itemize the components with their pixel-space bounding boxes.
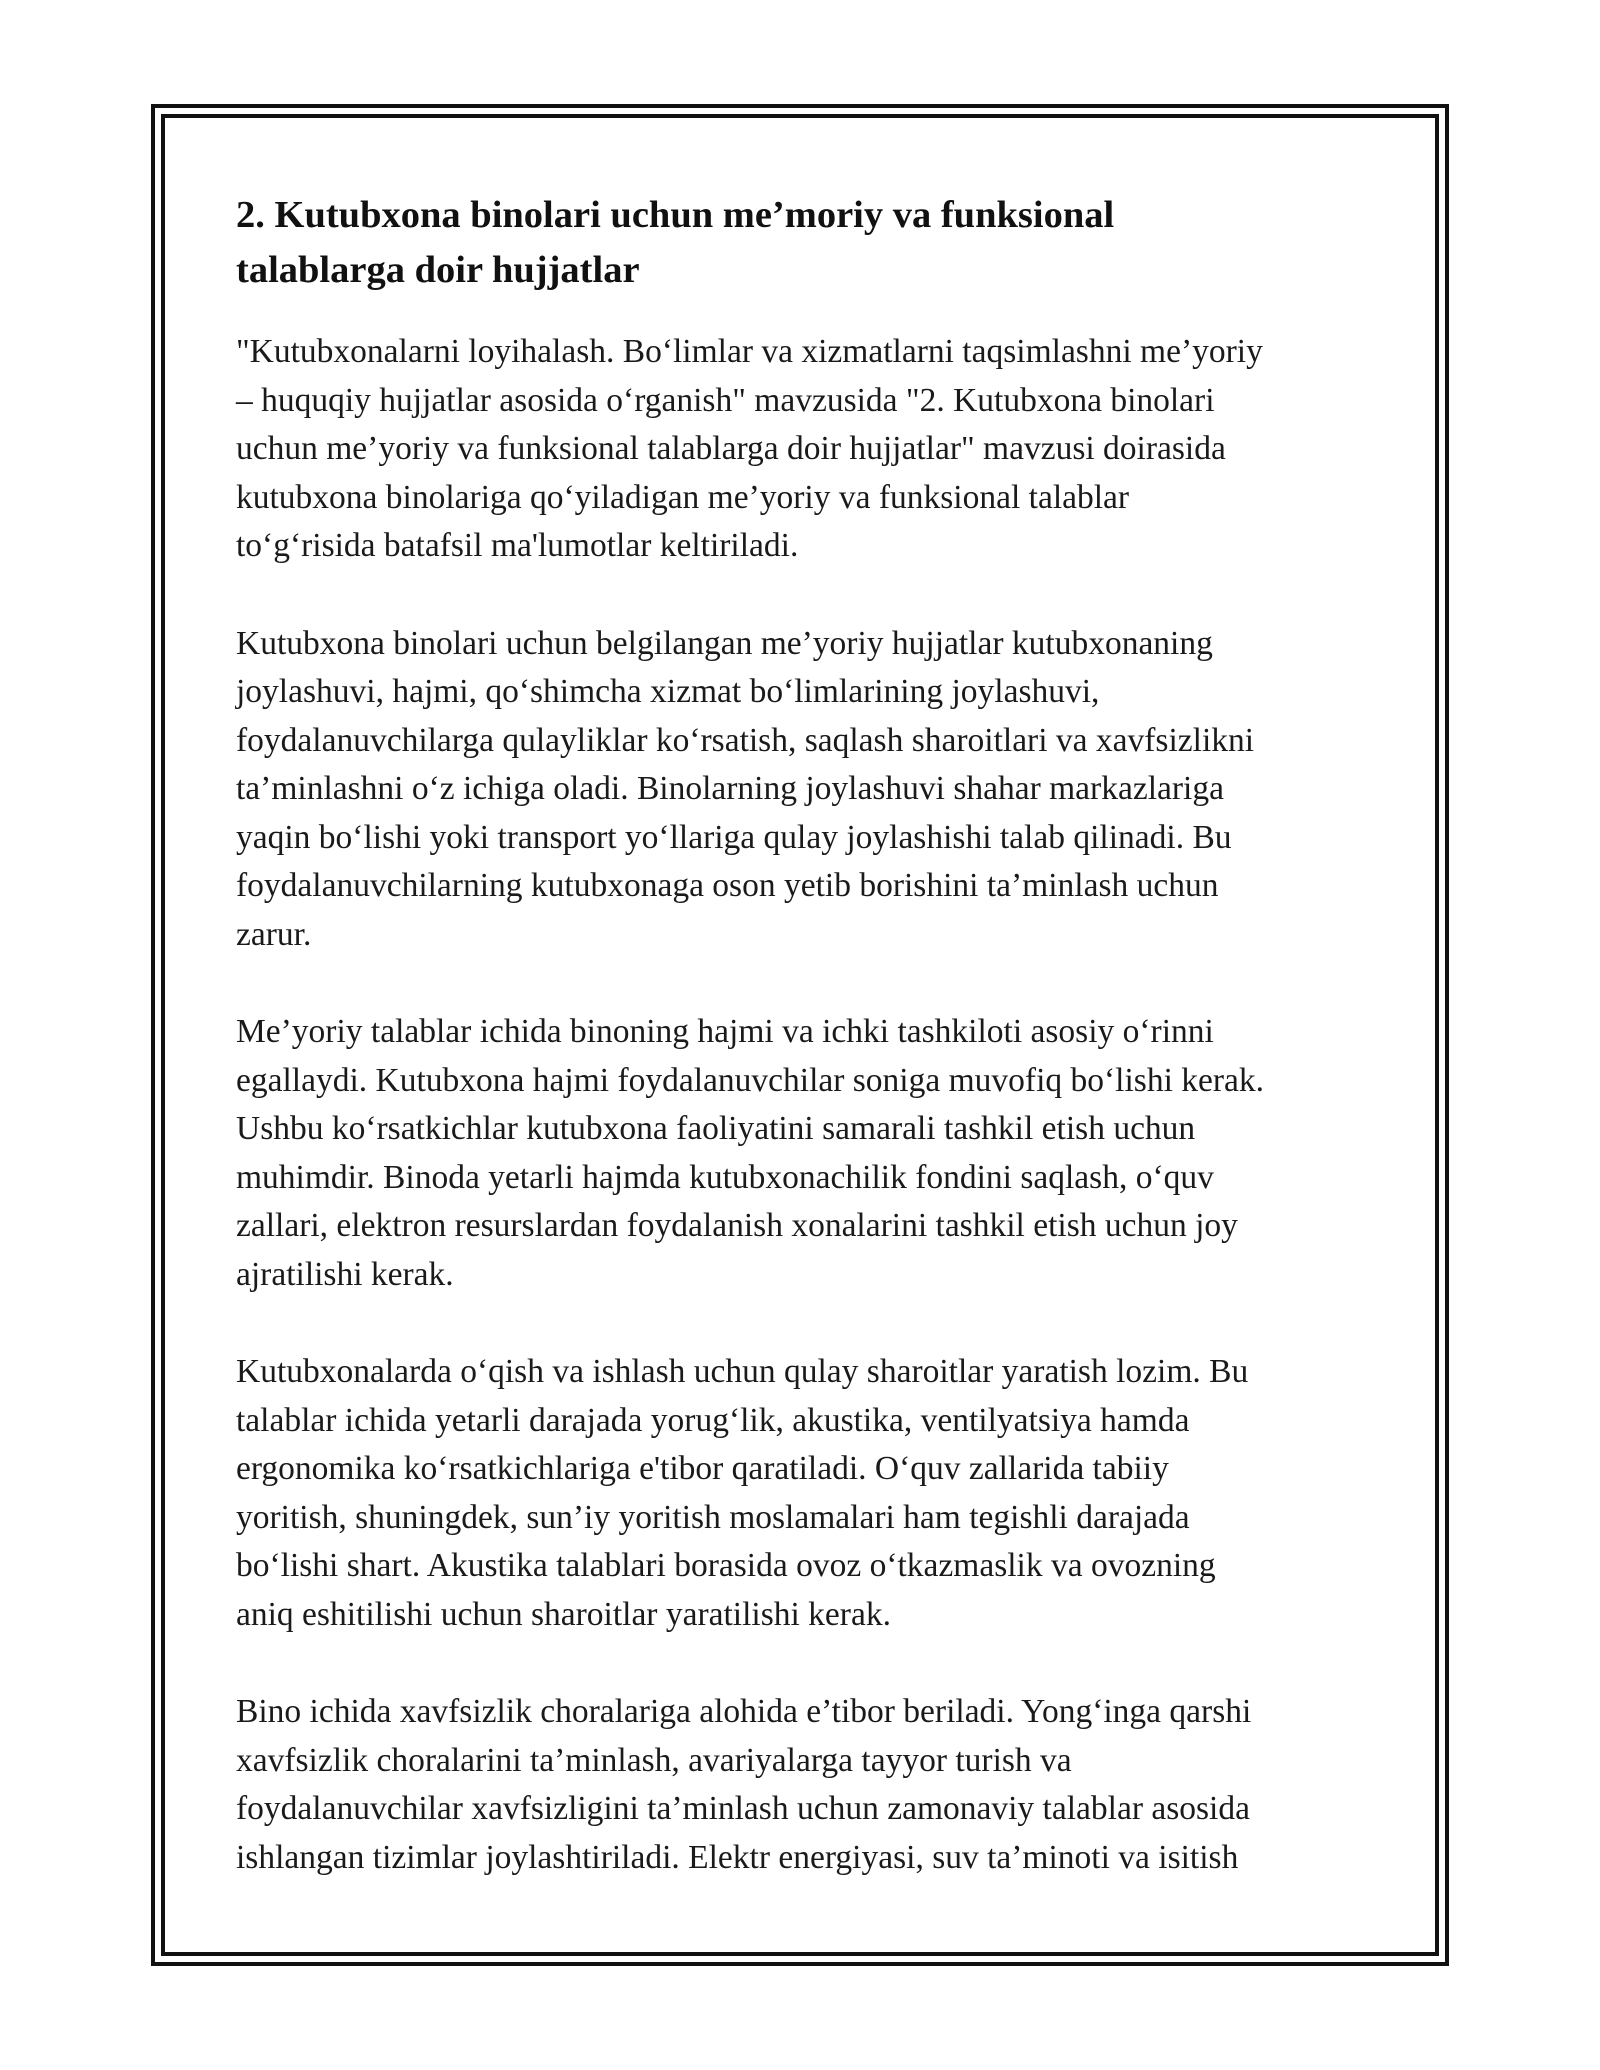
- text-line: yaqin bo‘lishi yoki transport yo‘llariga qulay joylashishi talab qilinadi. Bu: [236, 818, 1232, 856]
- text-line: egallaydi. Kutubxona hajmi foydalanuvchilar soniga muvofiq bo‘lishi kerak.: [236, 1061, 1265, 1099]
- text-line: yoritish, shuningdek, sun’iy yoritish moslamalari ham tegishli darajada: [236, 1498, 1190, 1536]
- text-line: zarur.: [236, 915, 312, 953]
- text-line: ta’minlashni o‘z ichiga oladi. Binolarning joylashuvi shahar markazlariga: [236, 770, 1224, 807]
- text-line: ergonomika ko‘rsatkichlariga e'tibor qaratiladi. O‘quv zallarida tabiiy: [236, 1450, 1169, 1487]
- text-line: ajratilishi kerak.: [236, 1255, 454, 1293]
- paragraph-volume: [236, 1008, 1376, 1299]
- heading-line: talablarga doir hujjatlar: [236, 249, 640, 291]
- text-line: muhimdir. Binoda yetarli hajmda kutubxonachilik fondini saqlash, o‘quv: [236, 1158, 1214, 1196]
- paragraph-location: [236, 620, 1376, 960]
- text-line: ishlangan tizimlar joylashtiriladi. Elektr energiyasi, suv ta’minoti va isitish: [236, 1838, 1239, 1876]
- text-line: – huquqiy hujjatlar asosida o‘rganish" mavzusida "2. Kutubxona binolari: [236, 381, 1215, 419]
- text-line: Bino ichida xavfsizlik choralariga alohida e’tibor beriladi. Yong‘inga qarshi: [236, 1693, 1252, 1730]
- text-line: bo‘lishi shart. Akustika talablari borasida ovoz o‘tkazmaslik va ovozning: [236, 1547, 1216, 1584]
- text-line: Me’yoriy talablar ichida binoning hajmi va ichki tashkiloti asosiy o‘rinni: [236, 1013, 1214, 1050]
- paragraph-conditions: [236, 1348, 1376, 1639]
- text-line: talablar ichida yetarli darajada yorug‘lik, akustika, ventilyatsiya hamda: [236, 1401, 1190, 1439]
- text-line: Kutubxonalarda o‘qish va ishlash uchun qulay sharoitlar yaratish lozim. Bu: [236, 1353, 1249, 1390]
- text-line: joylashuvi, hajmi, qo‘shimcha xizmat bo‘limlarining joylashuvi,: [236, 673, 1100, 710]
- text-line: foydalanuvchilarning kutubxonaga oson yetib borishini ta’minlash uchun: [236, 867, 1219, 904]
- text-line: uchun me’yoriy va funksional talablarga doir hujjatlar" mavzusi doirasida: [236, 430, 1226, 467]
- text-line: "Kutubxonalarni loyihalash. Bo‘limlar va xizmatlarni taqsimlashni me’yoriy: [236, 333, 1263, 370]
- text-line: aniq eshitilishi uchun sharoitlar yaratilishi kerak.: [236, 1595, 891, 1633]
- text-line: foydalanuvchilarga qulayliklar ko‘rsatish, saqlash sharoitlari va xavfsizlikni: [236, 721, 1255, 759]
- text-line: to‘g‘risida batafsil ma'lumotlar keltiriladi.: [236, 527, 799, 564]
- paragraph-intro: [236, 328, 1376, 571]
- paragraph-safety: [236, 1688, 1376, 1882]
- text-line: xavfsizlik choralarini ta’minlash, avariyalarga tayyor turish va: [236, 1741, 1072, 1779]
- text-line: zallari, elektron resurslardan foydalanish xonalarini tashkil etish uchun joy: [236, 1207, 1238, 1244]
- text-line: kutubxona binolariga qo‘yiladigan me’yoriy va funksional talablar: [236, 478, 1130, 516]
- text-line: Kutubxona binolari uchun belgilangan me’yoriy hujjatlar kutubxonaning: [236, 624, 1213, 662]
- heading-line: 2. Kutubxona binolari uchun me’moriy va funksional: [236, 194, 1115, 236]
- text-line: foydalanuvchilar xavfsizligini ta’minlash uchun zamonaviy talablar asosida: [236, 1790, 1250, 1827]
- section-heading: [236, 188, 1376, 298]
- text-line: Ushbu ko‘rsatkichlar kutubxona faoliyatini samarali tashkil etish uchun: [236, 1110, 1196, 1147]
- document-body: [236, 188, 1376, 1931]
